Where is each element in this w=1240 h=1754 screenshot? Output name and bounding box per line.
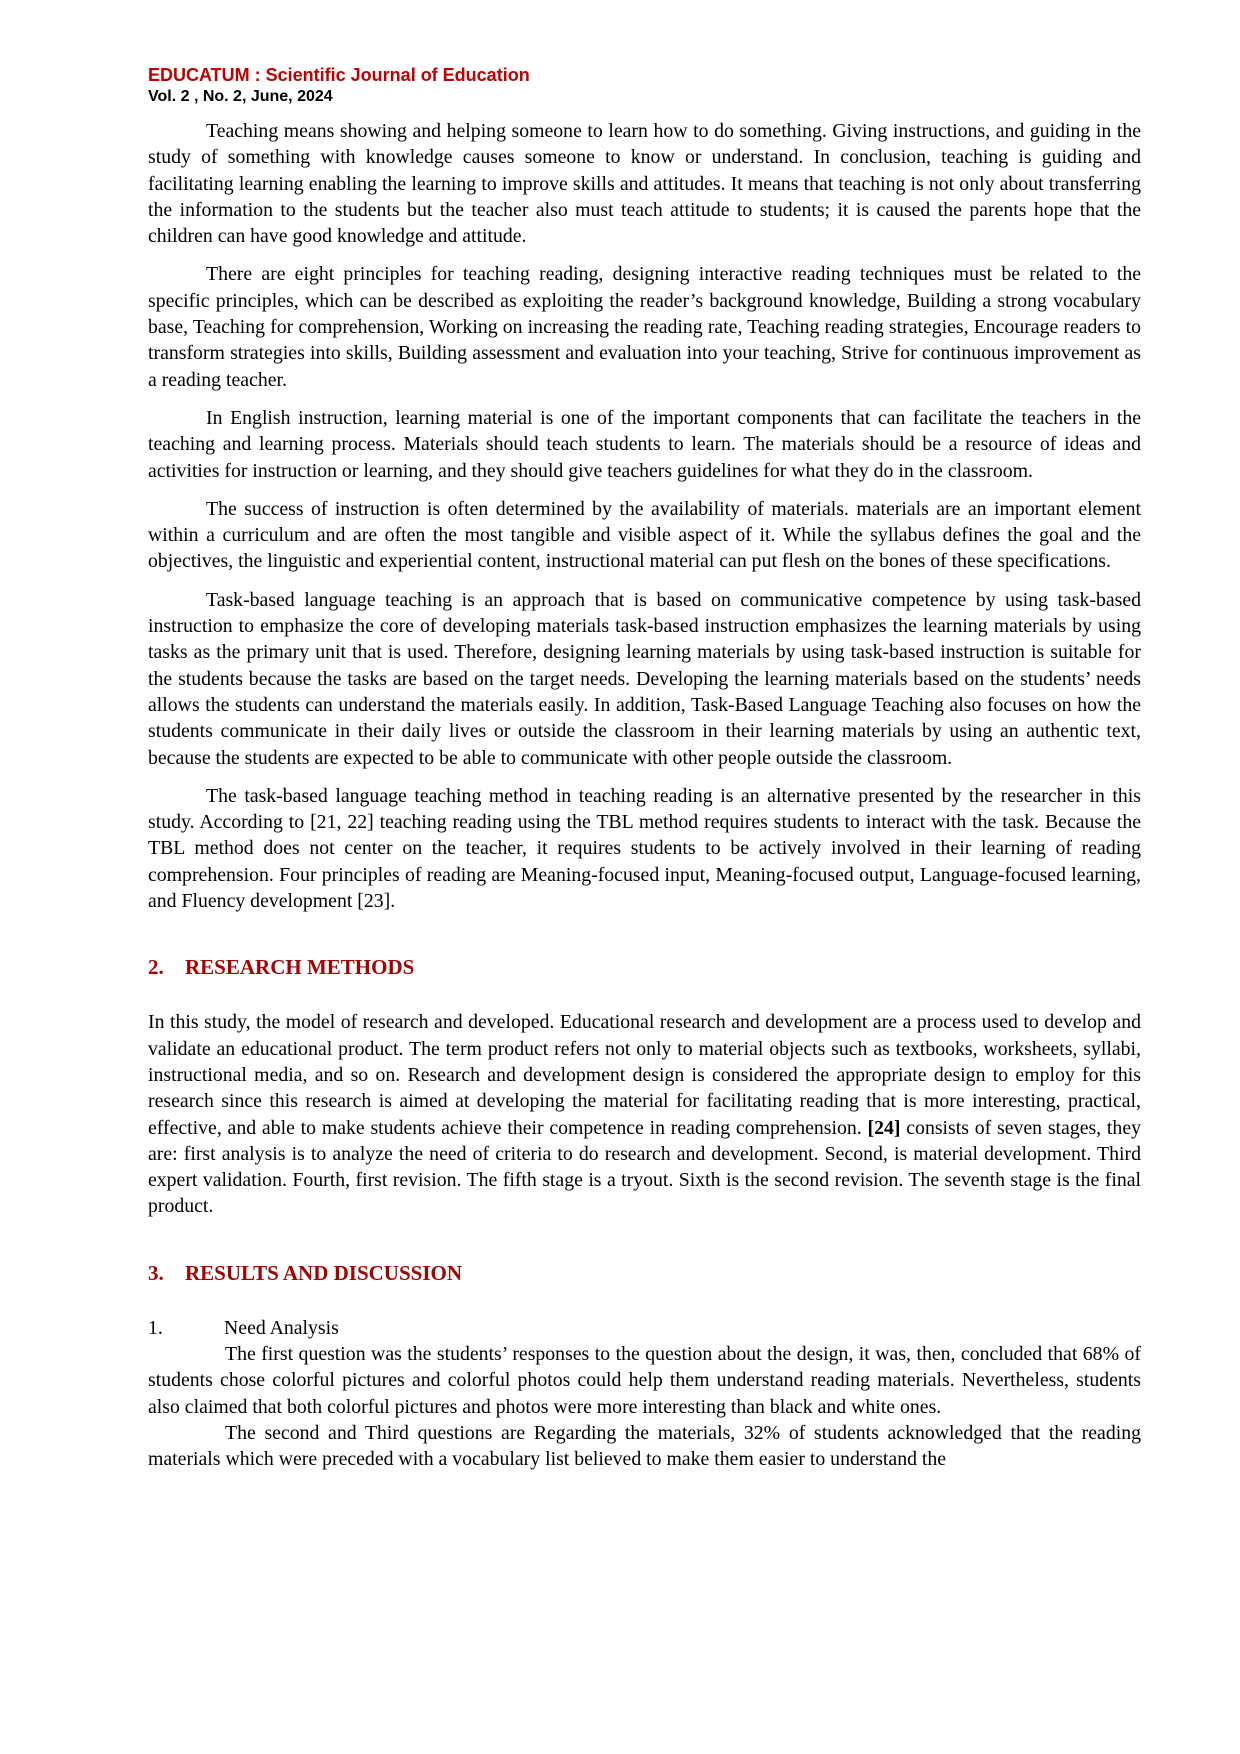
paragraph-first-question: The first question was the students’ responses to the question about the design, it was, then, concluded that 68% of students chose colorful pictures and colorful photos could help them understand reading materials. Nevertheless, students also claimed that both colorful pictures and photos were more interesting than black and white ones. <box>148 1342 1141 1418</box>
section-number: 3. <box>148 1260 164 1285</box>
subsection-title: Need Analysis <box>224 1316 339 1339</box>
running-header <box>148 64 530 108</box>
subsection-heading-need-analysis <box>148 1315 1141 1341</box>
section-heading-results-discussion <box>148 1260 1141 1286</box>
section-title: RESEARCH METHODS <box>185 955 415 980</box>
paragraph-research-methods <box>148 1009 1141 1219</box>
section-heading-research-methods <box>148 954 1141 980</box>
section-number: 2. <box>148 955 164 980</box>
citation-reference: [24] <box>867 1116 901 1139</box>
journal-title: EDUCATUM : Scientific Journal of Education <box>148 65 530 85</box>
text-segment: In this study, the model of research and developed. Educational research and development are a process used to develop and validate an educational product. The term product refers not only to material objects such as textbooks, worksheets, syllabi, instructional media, and so on. Research and development design is considered the appropriate design to employ for this research since this research is aimed at developing the material for facilitating reading that is more interesting, practical, effective, and able to make students achieve their competence in reading comprehension. <box>148 1011 1141 1139</box>
paragraph-teaching-definition: Teaching means showing and helping someone to learn how to do something. Giving instructions, and guiding in the study of something with knowledge causes someone to know or understand. In conclusion, teaching is guiding and facilitating learning enabling the learning to improve skills and attitudes. It means that teaching is not only about transferring the information to the students but the teacher also must teach attitude to students; it is caused the parents hope that the children can have good knowledge and attitude. <box>148 120 1141 248</box>
paragraph-instruction-success: The success of instruction is often determined by the availability of materials. materials are an important element within a curriculum and are often the most tangible and visible aspect of it. While the syllabus defines the goal and the objectives, the linguistic and experiential content, instructional material can put flesh on the bones of these specifications. <box>148 497 1141 573</box>
body-text <box>148 118 1141 1472</box>
paragraph-reading-principles: There are eight principles for teaching reading, designing interactive reading techniques must be related to the specific principles, which can be described as exploiting the reader’s background knowledge, Building a strong vocabulary base, Teaching for comprehension, Working on increasing the reading rate, Teaching reading strategies, Encourage readers to transform strategies into skills, Building assessment and evaluation into your teaching, Strive for continuous improvement as a reading teacher. <box>148 263 1141 391</box>
section-title: RESULTS AND DISCUSSION <box>185 1260 462 1285</box>
paragraph-learning-material: In English instruction, learning material is one of the important components that can facilitate the teachers in the teaching and learning process. Materials should teach students to learn. The materials should be a resource of ideas and activities for instruction or learning, and they should give teachers guidelines for what they do in the classroom. <box>148 406 1141 482</box>
paragraph-task-based-teaching: Task-based language teaching is an approach that is based on communicative competence by using task-based instruction to emphasize the core of developing materials task-based instruction emphasizes the learning materials by using tasks as the primary unit that is used. Therefore, designing learning materials by using task-based instruction is suitable for the students because the tasks are based on the target needs. Developing the learning materials based on the students’ needs allows the students can understand the materials easily. In addition, Task-Based Language Teaching also focuses on how the students communicate in their daily lives or outside the classroom in their learning materials by using an authentic text, because the students are expected to be able to communicate with other people outside the classroom. <box>148 588 1141 769</box>
volume-issue: Vol. 2 , No. 2, June, 2024 <box>148 88 333 105</box>
text-segment: consists of seven stages, they are: first analysis is to analyze the need of criteria to do research and development. Second, is material development. Third expert validation. Fourth, first revision. The fifth stage is a tryout. Sixth is the second revision. The seventh stage is the final product. <box>148 1116 1141 1218</box>
subsection-number: 1. <box>148 1316 163 1339</box>
paragraph-tbl-method: The task-based language teaching method in teaching reading is an alternative presented by the researcher in this study. According to [21, 22] teaching reading using the TBL method requires students to interact with the task. Because the TBL method does not center on the teacher, it requires students to be actively involved in their learning of reading comprehension. Four principles of reading are Meaning-focused input, Meaning-focused output, Language-focused learning, and Fluency development [23]. <box>148 784 1141 913</box>
paragraph-second-third-questions: The second and Third questions are Regarding the materials, 32% of students acknowledged that the reading materials which were preceded with a vocabulary list believed to make them easier to understand the <box>148 1421 1141 1471</box>
